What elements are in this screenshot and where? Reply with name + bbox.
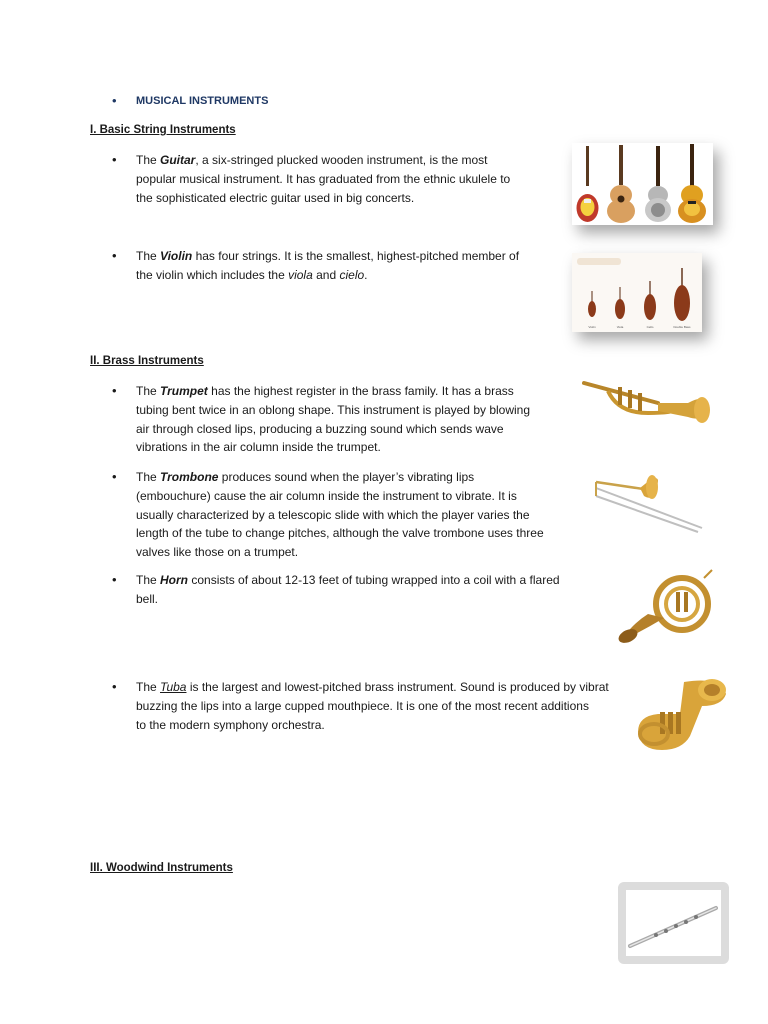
- flute-image-inner: [626, 890, 721, 956]
- cello-label: Cello: [646, 325, 654, 329]
- guitars-illustration: [572, 143, 713, 225]
- trumpet-name: Trumpet: [160, 384, 208, 398]
- bullet-tuba: •: [112, 679, 117, 694]
- horn-paragraph: The Horn consists of about 12-13 feet of tubing wrapped into a coil with a flared bell.: [136, 573, 560, 606]
- bullet-trumpet: •: [112, 383, 117, 398]
- violin-label: Violin: [588, 325, 596, 329]
- guitar-paragraph: The Guitar, a six-stringed plucked wooden instrument, is the most popular musical instrument. It has graduated from the ethnic ukulele to the sophisticated electric guitar used in big concerts.: [136, 153, 511, 205]
- horn-image: [614, 568, 720, 648]
- horn-name: Horn: [160, 573, 189, 587]
- flute-illustration: [626, 890, 721, 956]
- violin-name: Violin: [160, 249, 193, 263]
- french-horn-illustration: [614, 568, 720, 648]
- bullet-horn: •: [112, 572, 117, 587]
- tuba-name: Tuba: [160, 680, 187, 694]
- violin-family-illustration: [572, 253, 702, 332]
- double-bass-label: Double Bass: [673, 325, 691, 329]
- trumpet-paragraph: The Trumpet has the highest register in the brass family. It has a brass tubing bent twice in an oblong shape. This instrument is played by blowing air through closed lips, producing a buzzing sound which sends wave vibrations in the air column inside the trumpet.: [136, 384, 531, 455]
- title-bullet: •: [112, 93, 117, 108]
- tuba-paragraph: The Tuba is the largest and lowest-pitched brass instrument. Sound is produced by vibrat buzzing the lips into a large cupped mouthpiece. It is one of the most recent additions to the modern symphony orchestra.: [136, 680, 609, 732]
- guitar-image: [572, 143, 713, 225]
- tuba-illustration: [632, 676, 728, 754]
- page-title: MUSICAL INSTRUMENTS: [136, 95, 269, 107]
- trumpet-image: [578, 373, 718, 441]
- violin-paragraph: The Violin has four strings. It is the smallest, highest-pitched member of the violin which includes the viola and cielo.: [136, 249, 520, 282]
- section-heading-strings: I. Basic String Instruments: [90, 124, 236, 136]
- trumpet-illustration: [578, 373, 718, 441]
- viola-label: Viola: [616, 325, 624, 329]
- trombone-paragraph: The Trombone produces sound when the player’s vibrating lips (embouchure) cause the air column inside the instrument to vibrate. It is usually characterized by a telescopic slide with which the player varies the length of the tube to change pitches, although the valve trombone uses three valves like those on a trumpet.: [136, 470, 544, 560]
- violin-family-image: [572, 253, 702, 332]
- tuba-image: [632, 676, 728, 754]
- trombone-name: Trombone: [160, 470, 219, 484]
- bullet-violin: •: [112, 248, 117, 263]
- section-heading-woodwind: III. Woodwind Instruments: [90, 862, 233, 874]
- section-heading-brass: II. Brass Instruments: [90, 355, 204, 367]
- flute-image: [618, 882, 729, 964]
- bullet-guitar: •: [112, 152, 117, 167]
- trombone-image: [590, 472, 708, 534]
- guitar-name: Guitar: [160, 153, 196, 167]
- bullet-trombone: •: [112, 469, 117, 484]
- trombone-illustration: [590, 472, 708, 534]
